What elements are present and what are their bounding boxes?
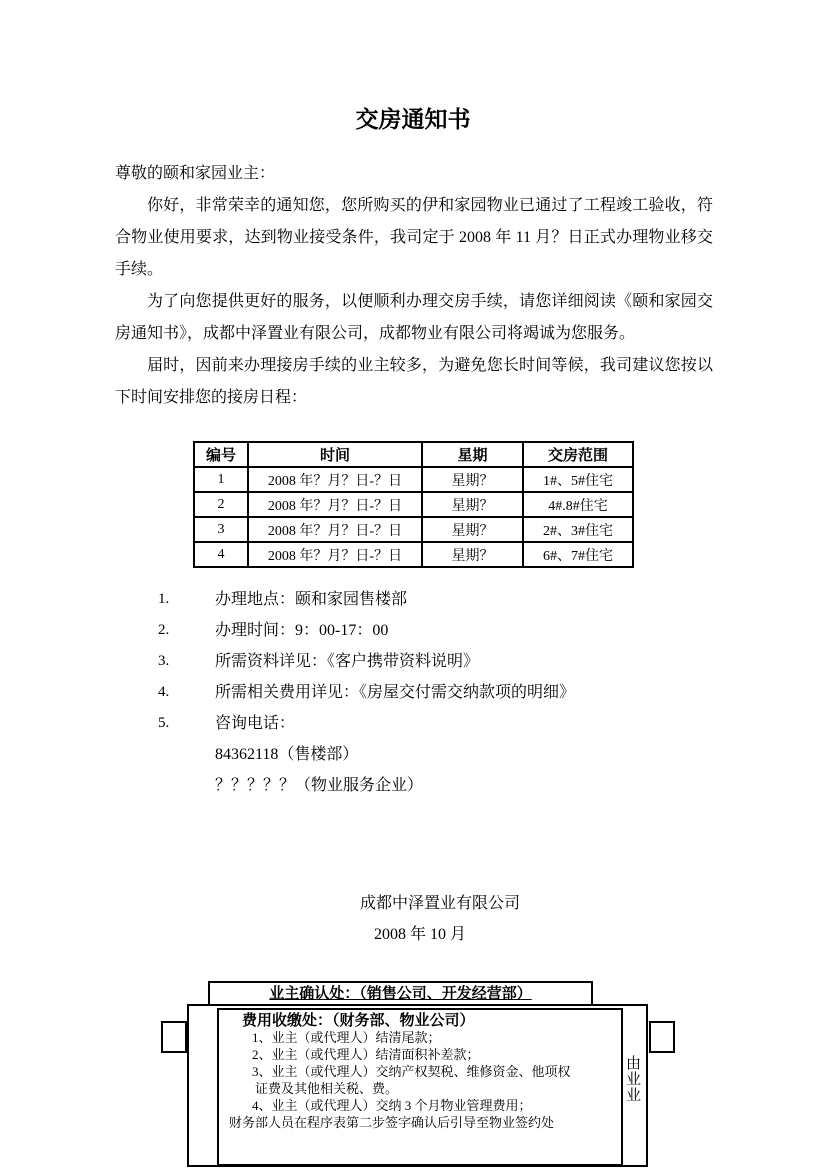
list-item-text: 办理时间：9：00-17：00 (215, 622, 389, 639)
table-header-row (194, 442, 633, 467)
table-cell: 4 (194, 542, 248, 567)
list-item-number: 3. (158, 653, 170, 669)
list-item-text: 办理地点：颐和家园售楼部 (215, 591, 408, 608)
document-title: 交房通知书 (355, 107, 471, 132)
table-cell: 星期？ (422, 467, 523, 492)
fee-box-line: 证费及其他相关税、费。 (255, 1081, 399, 1096)
paragraph: 届时，因前来办理接房手续的业主较多，为避免您长时间等候，我司建议您按以下时间安排您的接房日程： (115, 357, 713, 406)
table-row (194, 492, 633, 517)
phone-line: 84362118（售楼部） (215, 746, 359, 763)
table-cell: 2008 年？月？日-？日 (248, 517, 422, 542)
flowchart-connector-left (161, 1021, 187, 1053)
table-cell: 2008 年？月？日-？日 (248, 467, 422, 492)
handover-schedule-table (193, 441, 634, 568)
fee-collection-box (217, 1008, 623, 1166)
table-cell: 星期？ (422, 517, 523, 542)
owner-confirm-box-title: 业主确认处：（销售公司、开发经营部） (269, 986, 532, 1002)
table-cell: 2008 年？月？日-？日 (248, 542, 422, 567)
paragraph: 为了向您提供更好的服务，以便顺利办理交房手续，请您详细阅读《颐和家园交房通知书》，成都中泽置业有限公司，成都物业有限公司将竭诚为您服务。 (115, 293, 713, 342)
info-list (158, 584, 575, 801)
table-row (194, 517, 633, 542)
fee-box-line: 4、业主（或代理人）交纳 3 个月物业管理费用； (252, 1098, 532, 1113)
flowchart-connector-right (649, 1021, 675, 1053)
fee-collection-box-title: 费用收缴处：（财务部、物业公司） (242, 1013, 475, 1029)
table-cell: 星期？ (422, 542, 523, 567)
fee-box-line: 1、业主（或代理人）结清尾款； (252, 1030, 441, 1045)
table-header-cell: 交房范围 (523, 442, 633, 467)
list-item (158, 584, 575, 615)
list-item (158, 646, 575, 677)
body-text (115, 158, 713, 414)
list-item-number: 5. (158, 715, 170, 731)
table-cell: 3 (194, 517, 248, 542)
table-cell: 1 (194, 467, 248, 492)
list-item-text: 咨询电话： (215, 715, 296, 732)
fee-box-line: 财务部人员在程序表第二步签字确认后引导至物业签约处 (229, 1115, 555, 1130)
list-item (158, 615, 575, 646)
table-header-cell: 编号 (194, 442, 248, 467)
phone-line: ？？？？？（物业服务企业） (215, 777, 424, 794)
table-cell: 2008 年？月？日-？日 (248, 492, 422, 517)
table-row (194, 542, 633, 567)
paragraph: 你好，非常荣幸的通知您，您所购买的伊和家园物业已通过了工程竣工验收，符合物业使用要求，达到物业接受条件，我司定于 2008 年 11 月？日正式办理物业移交手续。 (115, 197, 713, 278)
table-cell: 4#.8#住宅 (523, 492, 633, 517)
signature-date: 2008 年 10 月 (374, 926, 467, 943)
list-item-number: 4. (158, 684, 170, 700)
table-cell: 2#、3#住宅 (523, 517, 633, 542)
table-row (194, 467, 633, 492)
salutation: 尊敬的颐和家园业主： (115, 165, 276, 182)
table-cell: 星期？ (422, 492, 523, 517)
table-cell: 2 (194, 492, 248, 517)
clipped-text-fragment: 由业业 (626, 1056, 642, 1104)
list-item-text: 所需资料详见：《客户携带资料说明》 (215, 653, 480, 670)
table-cell: 1#、5#住宅 (523, 467, 633, 492)
signature-company: 成都中泽置业有限公司 (360, 895, 521, 912)
table-cell: 6#、7#住宅 (523, 542, 633, 567)
list-item (158, 708, 575, 739)
list-item-number: 1. (158, 591, 170, 607)
fee-box-line: 3、业主（或代理人）交纳产权契税、维修资金、他项权 (252, 1064, 571, 1079)
list-item (158, 677, 575, 708)
table-header-cell: 时间 (248, 442, 422, 467)
fee-box-line: 2、业主（或代理人）结清面积补差款； (252, 1047, 480, 1062)
list-item-text: 所需相关费用详见：《房屋交付需交纳款项的明细》 (215, 684, 576, 701)
table-header-cell: 星期 (422, 442, 523, 467)
list-item-number: 2. (158, 622, 170, 638)
